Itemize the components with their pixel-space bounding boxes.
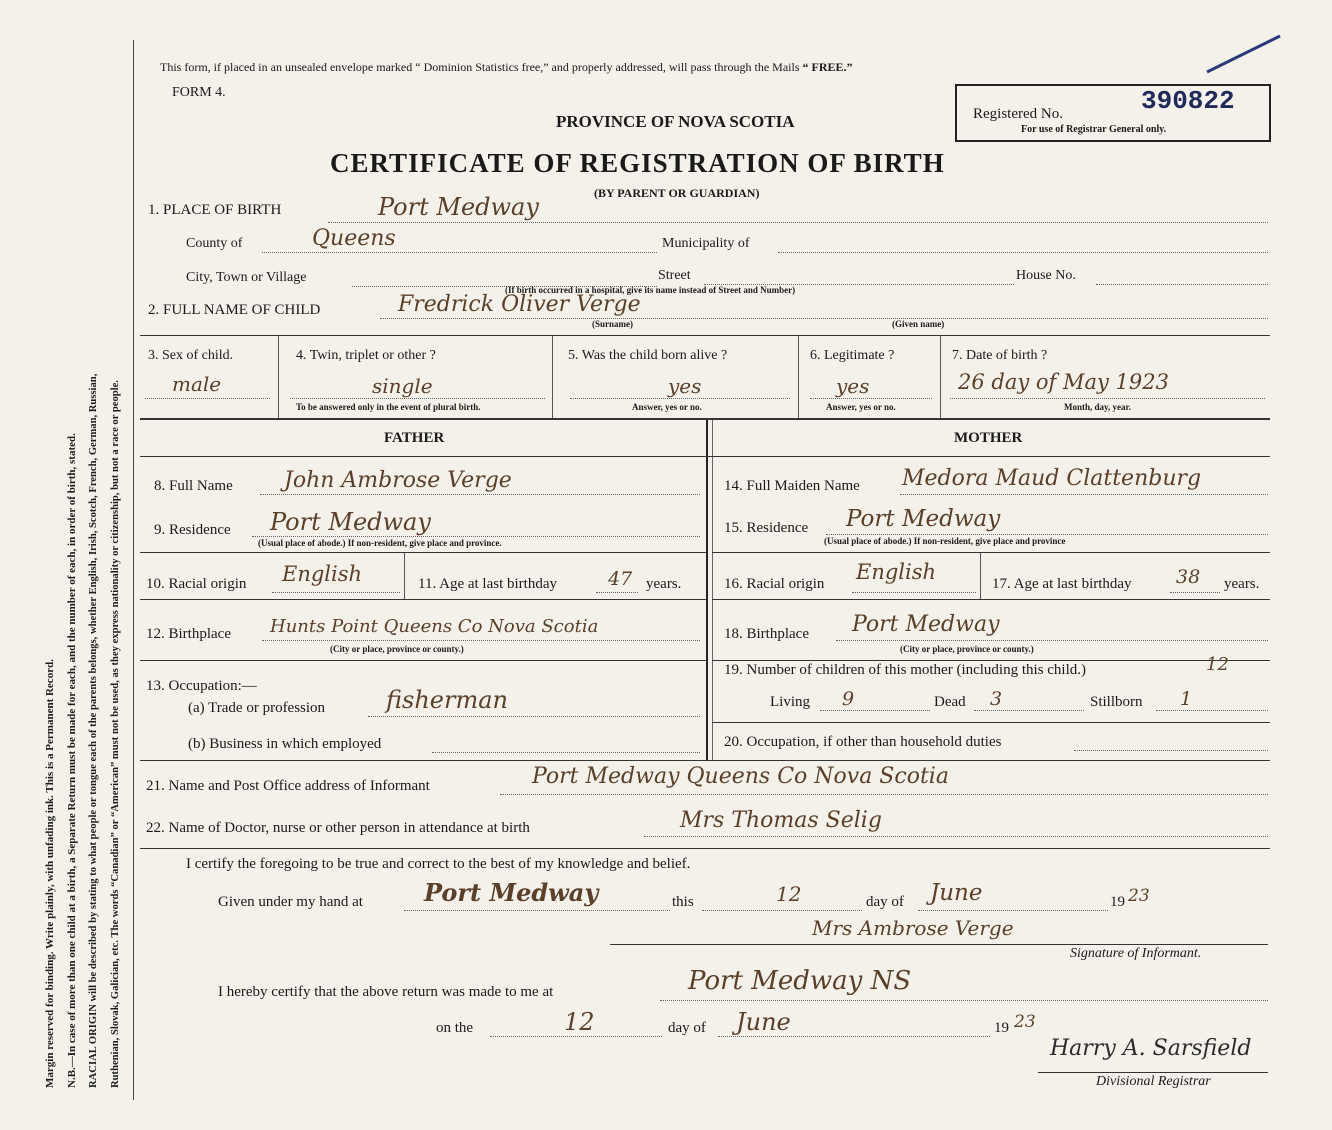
informant-line: [500, 794, 1268, 795]
father-age-years: years.: [646, 576, 682, 592]
province-heading: PROVINCE OF NOVA SCOTIA: [556, 112, 795, 131]
father-trade-value: fisherman: [386, 686, 508, 714]
county-value: Queens: [312, 226, 396, 251]
father-birthplace-line: [262, 640, 700, 641]
father-business-label: (b) Business in which employed: [188, 736, 382, 752]
mother-residence-line: [826, 534, 1268, 535]
born-alive-value: yes: [668, 374, 702, 398]
father-age-value: 47: [608, 568, 633, 590]
child-name-line: [380, 318, 1268, 319]
street-label: Street: [658, 268, 691, 283]
living-line: [820, 710, 930, 711]
mother-children-label: 19. Number of children of this mother (including this child.): [724, 662, 1087, 678]
margin-racial-note: RACIAL ORIGIN will be described by stating to what people or tongue each of the parents belongs, whether English, Irish, Scotch, French, German, Russian,: [88, 373, 99, 1088]
date-of-birth-value: 26 day of May 1923: [958, 370, 1169, 394]
mother-race-label: 16. Racial origin: [724, 576, 825, 592]
mother-age-years: years.: [1224, 576, 1260, 592]
registrar-day-label: day of: [668, 1020, 706, 1036]
registrar-month-line: [718, 1036, 990, 1037]
row-3-divider-4: [940, 336, 941, 418]
father-birthplace-label: 12. Birthplace: [146, 626, 231, 642]
date-of-birth-label: 7. Date of birth ?: [952, 348, 1048, 363]
twin-label: 4. Twin, triplet or other ?: [296, 348, 436, 363]
stillborn-line: [1156, 710, 1268, 711]
born-alive-label: 5. Was the child born alive ?: [568, 348, 728, 363]
pen-stroke-mark: [1205, 30, 1285, 80]
father-race-line: [272, 592, 400, 593]
mother-residence-note: (Usual place of abode.) If non-resident, give place and province: [824, 536, 1066, 546]
mother-residence-label: 15. Residence: [724, 520, 809, 536]
twin-note: To be answered only in the event of plural birth.: [296, 402, 481, 412]
mother-race-top-border: [712, 552, 1270, 553]
certify-year-prefix: 19: [1110, 894, 1125, 910]
certify-statement: I certify the foregoing to be true and correct to the best of my knowledge and belief.: [186, 856, 691, 872]
mother-name-line: [900, 494, 1268, 495]
child-name-label: 2. FULL NAME OF CHILD: [148, 302, 321, 318]
date-of-birth-note: Month, day, year.: [1064, 402, 1131, 412]
margin-plural-note: N.B.—In case of more than one child at a birth, a Separate Return must be made for each, and the number of each, in order of birth, stated.: [66, 433, 78, 1088]
certify-day-label: day of: [866, 894, 904, 910]
father-race-top-border: [140, 552, 706, 553]
margin-binding-note: Margin reserved for binding. Write plainly, with unfading ink. This is a Permanent Record.: [44, 659, 56, 1088]
row-3-bottom-border: [140, 418, 1270, 420]
parents-heading-rule: [140, 456, 1270, 457]
dead-line: [974, 710, 1084, 711]
mother-birthplace-line: [836, 640, 1268, 641]
father-occupation-top-border: [140, 660, 706, 661]
informant-signature-caption: Signature of Informant.: [1070, 946, 1202, 961]
father-birthplace-note: (City or place, province or county.): [330, 644, 464, 654]
county-label: County of: [186, 236, 243, 251]
father-occupation-label: 13. Occupation:—: [146, 678, 257, 694]
certificate-title: CERTIFICATE OF REGISTRATION OF BIRTH: [330, 148, 945, 178]
registrar-on-label: on the: [436, 1020, 474, 1036]
row-3-divider-2: [552, 336, 553, 418]
dead-value: 3: [990, 688, 1003, 710]
registrar-use-note: For use of Registrar General only.: [1021, 124, 1167, 135]
this-label: this: [672, 894, 694, 910]
row-3-top-border: [140, 335, 1270, 336]
father-race-label: 10. Racial origin: [146, 576, 247, 592]
municipality-line: [778, 252, 1268, 253]
certificate-subtitle: (BY PARENT OR GUARDIAN): [594, 186, 760, 200]
given-name-caption: (Given name): [892, 319, 945, 329]
mother-children-top-border: [712, 660, 1270, 661]
born-alive-note: Answer, yes or no.: [632, 402, 702, 412]
registered-label: Registered No.: [973, 106, 1063, 122]
parents-divider-inner: [712, 420, 713, 760]
place-of-birth-line: [328, 222, 1268, 223]
registrar-day-value: 12: [564, 1008, 595, 1036]
legitimate-label: 6. Legitimate ?: [810, 348, 895, 363]
father-heading: FATHER: [384, 430, 445, 446]
born-alive-line: [570, 398, 790, 399]
hospital-note: (If birth occurred in a hospital, give its name instead of Street and Number): [505, 285, 796, 295]
parents-divider: [706, 420, 708, 760]
sex-line: [145, 398, 270, 399]
father-residence-label: 9. Residence: [154, 522, 231, 538]
certify-year-value: 23: [1128, 886, 1150, 906]
father-race-divider: [404, 553, 405, 599]
surname-caption: (Surname): [592, 319, 633, 329]
mother-age-label: 17. Age at last birthday: [992, 576, 1132, 592]
place-of-birth-value: Port Medway: [378, 193, 539, 221]
mother-heading: MOTHER: [954, 430, 1023, 446]
registered-number: 390822: [1141, 86, 1235, 116]
registrar-day-line: [490, 1036, 662, 1037]
margin-nationality-note: Ruthenian, Slovak, Galician, etc. The words “Canadian” or “American” must not be used, as they express nationality or citizenship, but not a race or people.: [110, 380, 121, 1088]
informant-label: 21. Name and Post Office address of Informant: [146, 778, 430, 794]
form-number: FORM 4.: [172, 85, 226, 100]
registrar-year-value: 23: [1014, 1012, 1036, 1032]
father-name-label: 8. Full Name: [154, 478, 233, 494]
city-label: City, Town or Village: [186, 270, 307, 285]
parents-bottom-border: [140, 760, 1270, 761]
row-3-divider-1: [278, 336, 279, 418]
registered-box: [955, 84, 1271, 142]
twin-line: [290, 398, 545, 399]
given-place-value: Port Medway: [424, 878, 599, 907]
sex-label: 3. Sex of child.: [148, 348, 234, 363]
registrar-year-prefix: 19: [994, 1020, 1009, 1036]
house-number-line: [1096, 284, 1268, 285]
father-name-line: [260, 494, 700, 495]
father-residence-line: [252, 536, 700, 537]
living-value: 9: [842, 688, 855, 710]
registrar-place-value: Port Medway NS: [688, 966, 912, 996]
mother-occupation-label: 20. Occupation, if other than household duties: [724, 734, 1002, 750]
house-number-label: House No.: [1016, 268, 1076, 283]
mother-age-line: [1170, 592, 1220, 593]
mother-occupation-line: [1074, 750, 1268, 751]
registrar-place-line: [660, 1000, 1268, 1001]
mother-occupation-top-border: [712, 722, 1270, 723]
mother-birthplace-value: Port Medway: [852, 612, 1000, 637]
informant-value: Port Medway Queens Co Nova Scotia: [532, 764, 949, 789]
father-trade-label: (a) Trade or profession: [188, 700, 326, 716]
informant-signature-line: [610, 944, 1268, 945]
row-3-divider-3: [798, 336, 799, 418]
place-of-birth-label: 1. PLACE OF BIRTH: [148, 202, 282, 218]
certify-top-border: [140, 848, 1270, 849]
registrar-signature-line: [1038, 1072, 1268, 1073]
mother-birthplace-note: (City or place, province or county.): [900, 644, 1034, 654]
mother-race-bottom-border: [712, 599, 1270, 600]
mother-birthplace-label: 18. Birthplace: [724, 626, 809, 642]
legitimate-line: [810, 398, 932, 399]
father-name-value: John Ambrose Verge: [284, 468, 512, 493]
mother-age-value: 38: [1176, 566, 1201, 588]
registrar-statement: I hereby certify that the above return was made to me at: [218, 984, 554, 1000]
county-line: [262, 252, 657, 253]
mother-race-line: [852, 592, 976, 593]
doctor-label: 22. Name of Doctor, nurse or other person in attendance at birth: [146, 820, 530, 836]
given-under-label: Given under my hand at: [218, 894, 363, 910]
legitimate-value: yes: [836, 374, 870, 398]
registrar-signature: Harry A. Sarsfield: [1050, 1036, 1252, 1061]
certify-month-line: [918, 910, 1108, 911]
certify-day-line: [702, 910, 862, 911]
stillborn-label: Stillborn: [1090, 694, 1143, 710]
twin-value: single: [372, 374, 433, 398]
father-age-line: [596, 592, 638, 593]
mother-residence-value: Port Medway: [846, 506, 1001, 532]
mother-race-value: English: [856, 560, 937, 584]
mother-name-value: Medora Maud Clattenburg: [902, 466, 1202, 491]
registrar-signature-caption: Divisional Registrar: [1096, 1074, 1211, 1089]
mother-children-value: 12: [1206, 654, 1229, 675]
sex-value: male: [172, 372, 222, 396]
father-trade-line: [368, 716, 700, 717]
father-race-value: English: [282, 562, 363, 586]
father-birthplace-value: Hunts Point Queens Co Nova Scotia: [270, 616, 599, 637]
living-label: Living: [770, 694, 810, 710]
given-place-line: [404, 910, 670, 911]
date-of-birth-line: [950, 398, 1265, 399]
informant-signature: Mrs Ambrose Verge: [812, 916, 1014, 940]
legitimate-note: Answer, yes or no.: [826, 402, 896, 412]
mother-name-label: 14. Full Maiden Name: [724, 478, 860, 494]
certify-month-value: June: [930, 880, 983, 906]
registrar-month-value: June: [736, 1008, 791, 1036]
child-name-value: Fredrick Oliver Verge: [398, 292, 641, 317]
father-business-line: [432, 752, 700, 753]
father-residence-note: (Usual place of abode.) If non-resident, give place and province.: [258, 538, 502, 548]
municipality-label: Municipality of: [662, 236, 750, 251]
certify-day-value: 12: [776, 882, 802, 906]
stillborn-value: 1: [1180, 688, 1193, 710]
margin-border: [133, 40, 134, 1100]
dead-label: Dead: [934, 694, 966, 710]
mother-race-divider: [980, 553, 981, 599]
doctor-value: Mrs Thomas Selig: [680, 808, 882, 833]
father-residence-value: Port Medway: [270, 508, 431, 536]
father-race-bottom-border: [140, 599, 706, 600]
mail-notice: This form, if placed in an unsealed envelope marked “ Dominion Statistics free,” and properly addressed, will pass through the Mails “ FREE.”: [160, 60, 853, 74]
doctor-line: [644, 836, 1268, 837]
father-age-label: 11. Age at last birthday: [418, 576, 557, 592]
